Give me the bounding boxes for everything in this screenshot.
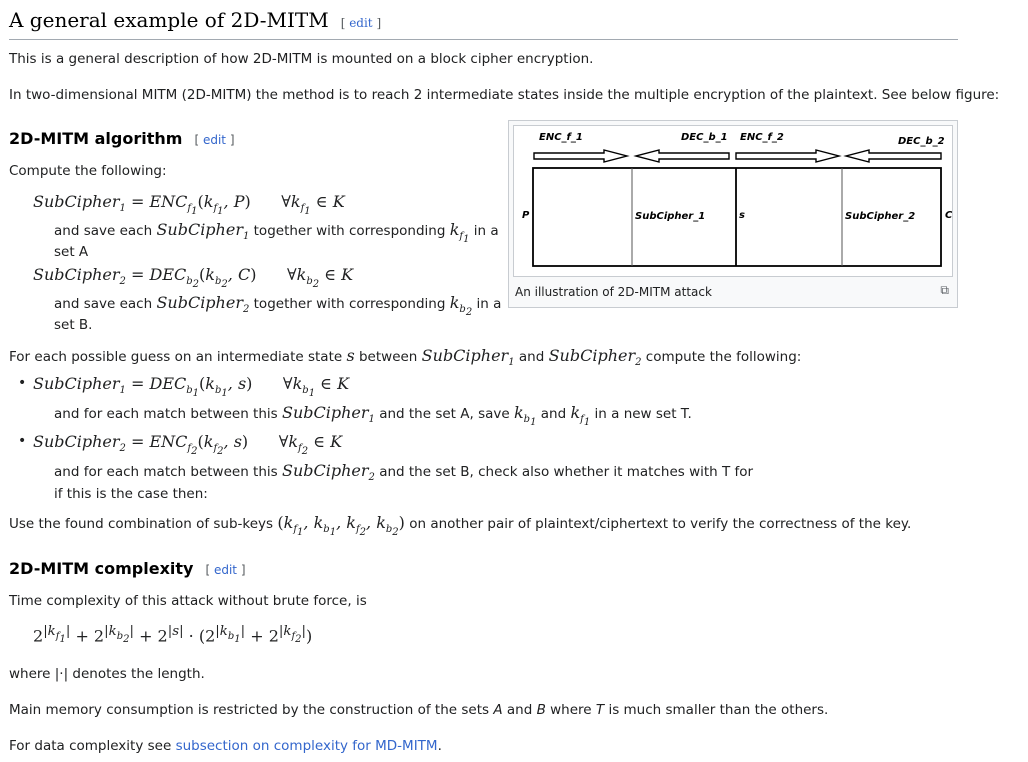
edit-link[interactable]: edit	[213, 563, 237, 577]
where-text: where |·| denotes the length.	[9, 666, 205, 682]
2d-mitm-diagram	[514, 126, 952, 276]
label-dec-b-2: DEC_b_2	[898, 136, 945, 147]
match2-line: and for each match between this SubCipher$_2$ and the set B, check also whether it matches with T for	[54, 461, 754, 484]
set-a-text: set A	[54, 244, 89, 260]
figure-thumbnail	[508, 120, 958, 308]
formula-complexity: $2^{|k_{f_1}|} + 2^{|k_{b_2}|} + 2^{|s|} \cdot (2^{|k_{b_1}|} + 2^{|k_{f_2}|})$	[33, 624, 313, 646]
label-s: s	[739, 210, 745, 221]
label-subcipher-1: SubCipher_1	[635, 211, 706, 222]
heading-divider	[9, 39, 958, 40]
arrow-enc-f-2	[736, 150, 839, 162]
bullet-1: •	[18, 375, 27, 391]
compute-text: Compute the following:	[9, 163, 167, 179]
figure-caption: An illustration of 2D-MITM attack	[515, 285, 712, 299]
match1-line: and for each match between this SubCipher$_1$ and the set A, save $k_{b_1}$ and $k_{f_1}$ in a new set T.	[54, 403, 692, 429]
page-title-text: A general example of 2D-MITM	[9, 8, 329, 32]
time-complexity-text: Time complexity of this attack without brute force, is	[9, 593, 367, 609]
bullet-2: •	[18, 433, 27, 449]
memory-text: Main memory consumption is restricted by the construction of the sets A and B where T is much smaller than the others.	[9, 702, 829, 718]
intro-paragraph-1: This is a general description of how 2D-MITM is mounted on a block cipher encryption.	[9, 51, 594, 67]
arrow-enc-f-1	[534, 150, 627, 162]
formula-subcipher1-dec: SubCipher$_1$ = $DEC_{b_1}(k_{b_1}$, s) $\forall k_{b_1}$ ∈ K	[33, 374, 350, 400]
edit-link[interactable]: edit	[202, 133, 226, 147]
if-case-text: if this is the case then:	[54, 486, 208, 502]
edit-section-algorithm: [ edit ]	[194, 133, 235, 147]
data-complexity-text: For data complexity see subsection on complexity for MD-MITM.	[9, 738, 442, 754]
formula-subcipher2-dec: SubCipher$_2$ = $DEC_{b_2}(k_{b_2}$, C) $\forall k_{b_2}$ ∈ K	[33, 265, 354, 291]
formula-subcipher1-enc: SubCipher$_1$ = $ENC_{f_1}(k_{f_1}$, P) $\forall k_{f_1}$ ∈ K	[33, 192, 345, 218]
label-p: P	[522, 210, 530, 221]
page-title	[9, 8, 381, 32]
label-c: C	[945, 210, 952, 221]
formula-subcipher2-enc: SubCipher$_2$ = $ENC_{f_2}(k_{f_2}$, s) $\forall k_{f_2}$ ∈ K	[33, 432, 343, 458]
arrow-dec-b-1	[636, 150, 729, 162]
label-dec-b-1: DEC_b_1	[681, 132, 728, 143]
edit-section-title: [ edit ]	[340, 16, 382, 30]
save2-line: and save each SubCipher$_2$ together with corresponding $k_{b_2}$ in a	[54, 293, 502, 319]
figure-image[interactable]	[513, 125, 953, 277]
complexity-heading-text: 2D-MITM complexity	[9, 559, 194, 578]
edit-section-complexity: [ edit ]	[205, 563, 246, 577]
magnify-icon[interactable]: ⧉	[940, 283, 949, 297]
arrow-dec-b-2	[846, 150, 941, 162]
section-heading-algorithm	[9, 129, 235, 148]
label-enc-f-2: ENC_f_2	[740, 132, 784, 143]
use-found-line: Use the found combination of sub-keys ($k_{f_1}$, $k_{b_1}$, $k_{f_2}$, $k_{b_2}$) on another pair of plaintext/ciphertext to verify the correctness of the key.	[9, 513, 912, 539]
save1-line: and save each SubCipher$_1$ together with corresponding $k_{f_1}$ in a	[54, 220, 499, 246]
intro-paragraph-2: In two-dimensional MITM (2D-MITM) the method is to reach 2 intermediate states inside the multiple encryption of the plaintext. See below figure:	[9, 87, 1000, 103]
algorithm-heading-text: 2D-MITM algorithm	[9, 129, 183, 148]
set-b-text: set B.	[54, 317, 93, 333]
label-subcipher-2: SubCipher_2	[845, 211, 916, 222]
section-heading-complexity	[9, 559, 246, 578]
foreach-line: For each possible guess on an intermediate state s between SubCipher$_1$ and SubCipher$_2$ compute the following:	[9, 346, 802, 369]
label-enc-f-1: ENC_f_1	[539, 132, 583, 143]
md-mitm-link[interactable]: subsection on complexity for MD-MITM	[175, 738, 438, 754]
edit-link[interactable]: edit	[349, 16, 373, 30]
